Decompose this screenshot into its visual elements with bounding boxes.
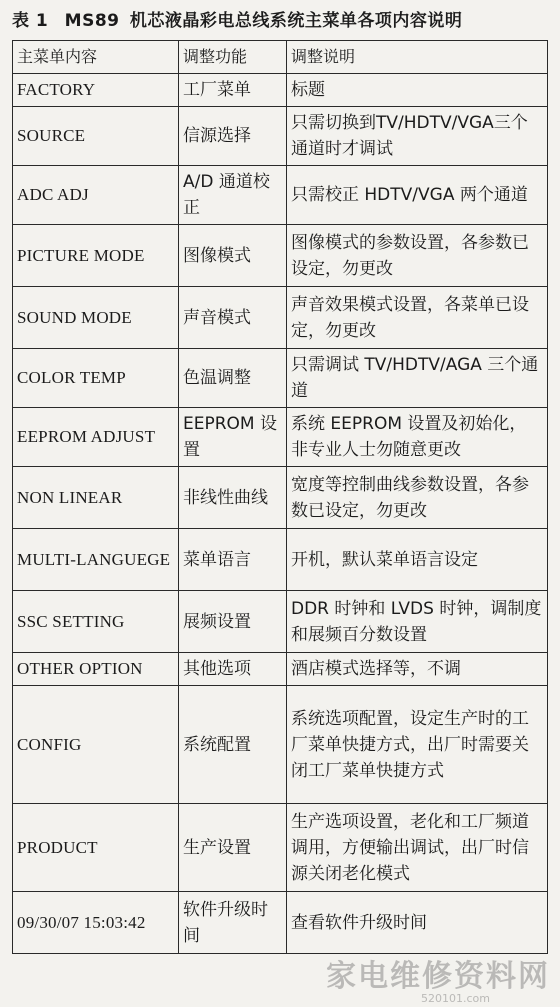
caption-label: 表 1: [12, 11, 49, 31]
table-row: [13, 686, 548, 804]
menu-cell: MULTI-LANGUEGE: [13, 529, 179, 591]
table-row: [13, 408, 548, 467]
note-cell: 标题: [287, 74, 548, 107]
table-row: [13, 287, 548, 349]
menu-cell: COLOR TEMP: [13, 349, 179, 408]
function-cell: EEPROM 设置: [179, 408, 287, 467]
header-function: 调整功能: [179, 41, 287, 74]
menu-cell: NON LINEAR: [13, 467, 179, 529]
function-cell: 其他选项: [179, 653, 287, 686]
menu-cell: SSC SETTING: [13, 591, 179, 653]
function-cell: 菜单语言: [179, 529, 287, 591]
note-cell: 声音效果模式设置，各菜单已设定，勿更改: [287, 287, 548, 349]
function-cell: 系统配置: [179, 686, 287, 804]
menu-cell: EEPROM ADJUST: [13, 408, 179, 467]
note-cell: DDR 时钟和 LVDS 时钟，调制度和展频百分数设置: [287, 591, 548, 653]
table-row: [13, 591, 548, 653]
site-watermark: 家电维修资料网: [326, 959, 550, 994]
header-note: 调整说明: [287, 41, 548, 74]
table-row: [13, 74, 548, 107]
function-cell: 软件升级时间: [179, 892, 287, 954]
table-row: [13, 107, 548, 166]
table-row: [13, 653, 548, 686]
function-cell: 展频设置: [179, 591, 287, 653]
table-row: [13, 467, 548, 529]
function-cell: 非线性曲线: [179, 467, 287, 529]
header-row: [13, 41, 548, 74]
function-cell: 工厂菜单: [179, 74, 287, 107]
table-row: [13, 225, 548, 287]
table-row: [13, 529, 548, 591]
note-cell: 查看软件升级时间: [287, 892, 548, 954]
menu-cell: FACTORY: [13, 74, 179, 107]
menu-cell: OTHER OPTION: [13, 653, 179, 686]
note-cell: 开机，默认菜单语言设定: [287, 529, 548, 591]
function-cell: 色温调整: [179, 349, 287, 408]
site-watermark-url: 520101.com: [421, 992, 490, 1005]
menu-cell: ADC ADJ: [13, 166, 179, 225]
menu-cell: PRODUCT: [13, 804, 179, 892]
note-cell: 系统 EEPROM 设置及初始化，非专业人士勿随意更改: [287, 408, 548, 467]
menu-cell: PICTURE MODE: [13, 225, 179, 287]
note-cell: 只需校正 HDTV/VGA 两个通道: [287, 166, 548, 225]
menu-cell: 09/30/07 15:03:42: [13, 892, 179, 954]
header-menu: 主菜单内容: [13, 41, 179, 74]
function-cell: 声音模式: [179, 287, 287, 349]
note-cell: 酒店模式选择等，不调: [287, 653, 548, 686]
caption-model: MS89: [64, 11, 120, 31]
note-cell: 只需调试 TV/HDTV/AGA 三个通道: [287, 349, 548, 408]
table-row: [13, 349, 548, 408]
function-cell: A/D 通道校正: [179, 166, 287, 225]
note-cell: 宽度等控制曲线参数设置，各参数已设定，勿更改: [287, 467, 548, 529]
menu-cell: SOURCE: [13, 107, 179, 166]
note-cell: 生产选项设置，老化和工厂频道调用，方便输出调试，出厂时信源关闭老化模式: [287, 804, 548, 892]
function-cell: 图像模式: [179, 225, 287, 287]
note-cell: 系统选项配置，设定生产时的工厂菜单快捷方式，出厂时需要关闭工厂菜单快捷方式: [287, 686, 548, 804]
menu-table: [12, 40, 548, 954]
table-row: [13, 804, 548, 892]
table-row: [13, 166, 548, 225]
menu-cell: SOUND MODE: [13, 287, 179, 349]
note-cell: 只需切换到TV/HDTV/VGA三个通道时才调试: [287, 107, 548, 166]
menu-cell: CONFIG: [13, 686, 179, 804]
function-cell: 生产设置: [179, 804, 287, 892]
caption-title: 机芯液晶彩电总线系统主菜单各项内容说明: [129, 11, 463, 31]
table-row: [13, 892, 548, 954]
note-cell: 图像模式的参数设置，各参数已设定，勿更改: [287, 225, 548, 287]
function-cell: 信源选择: [179, 107, 287, 166]
table-caption: [12, 6, 462, 31]
